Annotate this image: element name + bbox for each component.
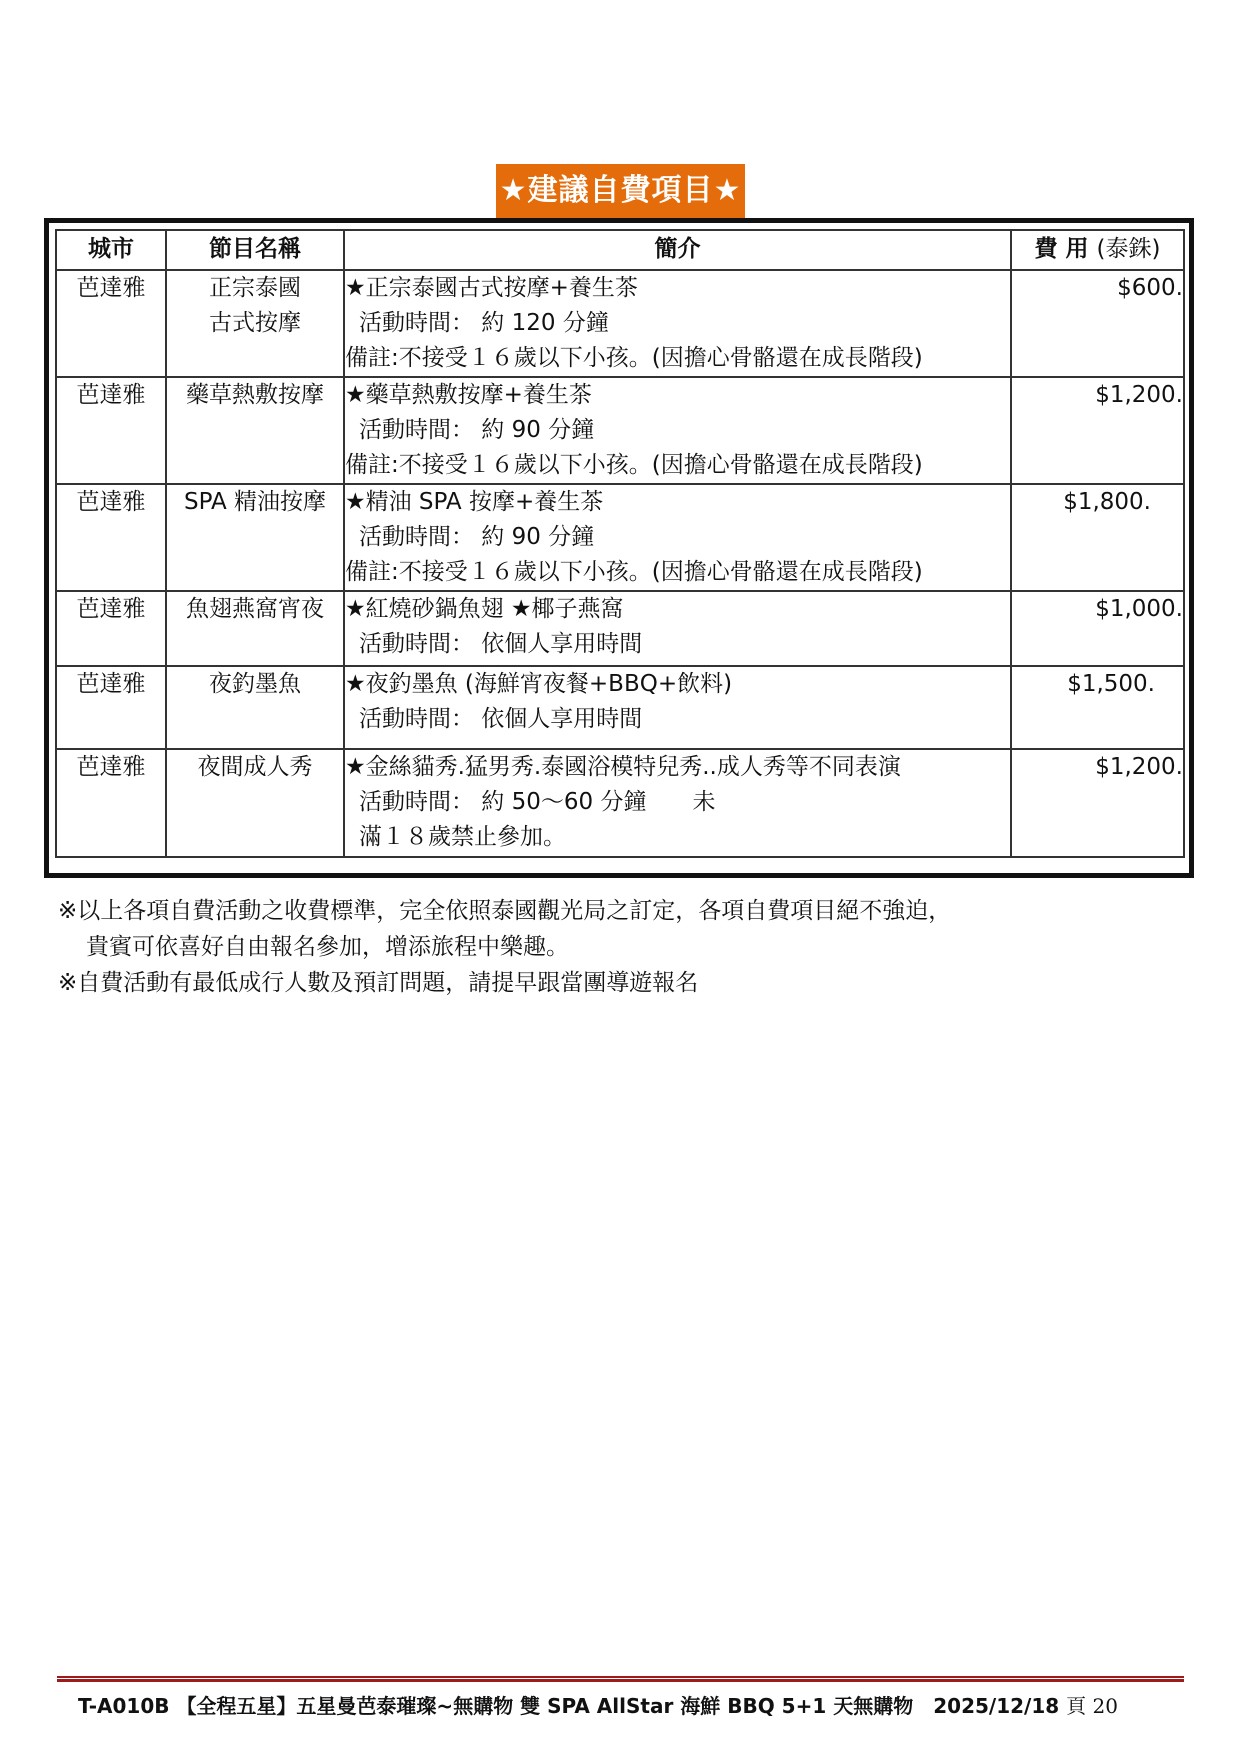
cell-description	[344, 270, 1011, 377]
cell-fee: $1,000.	[1011, 591, 1184, 666]
note-line: ※自費活動有最低成行人數及預訂問題，請提早跟當團導遊報名	[58, 970, 699, 996]
cell-city: 芭達雅	[56, 377, 166, 484]
description-line: 滿１８歲禁止參加。	[359, 824, 566, 850]
cell-program-name	[166, 484, 344, 591]
description-line: ★夜釣墨魚 (海鮮宵夜餐+BBQ+飲料)	[345, 671, 733, 697]
cell-description	[344, 666, 1011, 749]
notes-block	[58, 893, 951, 1001]
page-title: ★建議自費項目★	[496, 164, 746, 218]
program-name-line: SPA 精油按摩	[183, 489, 327, 515]
description-line: 活動時間： 約 120 分鐘	[359, 310, 609, 336]
description-line: ★紅燒砂鍋魚翅 ★椰子燕窩	[345, 596, 624, 622]
note-line: ※以上各項自費活動之收費標準，完全依照泰國觀光局之訂定，各項自費項目絕不強迫，	[58, 898, 952, 924]
description-line: 活動時間： 約 90 分鐘	[359, 417, 595, 443]
cell-fee: $1,500.	[1011, 666, 1184, 749]
cell-city: 芭達雅	[56, 591, 166, 666]
description-line: ★金絲貓秀.猛男秀.泰國浴模特兒秀..成人秀等不同表演	[345, 754, 901, 780]
description-line: ★正宗泰國古式按摩+養生茶	[345, 275, 638, 301]
cell-description	[344, 377, 1011, 484]
cell-fee: $1,200.	[1011, 377, 1184, 484]
description-line: 活動時間： 約 50～60 分鐘 未	[359, 789, 716, 815]
cell-fee: $1,800.	[1011, 484, 1184, 591]
note-line: 貴賓可依喜好自由報名參加，增添旅程中樂趣。	[86, 934, 569, 960]
cell-program-name	[166, 749, 344, 857]
cell-city: 芭達雅	[56, 749, 166, 857]
description-line: 活動時間： 依個人享用時間	[359, 706, 643, 732]
fee-table-frame	[44, 218, 1194, 878]
cell-city: 芭達雅	[56, 270, 166, 377]
description-line: 備註:不接受１６歲以下小孩。(因擔心骨骼還在成長階段)	[345, 452, 923, 478]
header-city: 城市	[56, 230, 166, 270]
page-number: 頁 20	[1066, 1694, 1118, 1718]
description-line: ★藥草熱敷按摩+養生茶	[345, 382, 592, 408]
cell-program-name	[166, 666, 344, 749]
footer-text: T-A010B 【全程五星】五星曼芭泰璀璨~無購物 雙 SPA AllStar 海鮮 BBQ 5+1 天無購物 2025/12/18	[78, 1694, 1060, 1718]
program-name-line: 夜間成人秀	[197, 754, 313, 780]
optional-tours-table	[55, 229, 1185, 858]
page-footer	[78, 1690, 1118, 1719]
cell-city: 芭達雅	[56, 666, 166, 749]
cell-fee: $600.	[1011, 270, 1184, 377]
table-row	[56, 666, 1184, 749]
program-name-line: 藥草熱敷按摩	[186, 382, 324, 408]
cell-program-name	[166, 591, 344, 666]
table-header-row	[56, 230, 1184, 270]
footer-divider	[57, 1676, 1184, 1682]
cell-program-name	[166, 377, 344, 484]
description-line: 備註:不接受１６歲以下小孩。(因擔心骨骼還在成長階段)	[345, 559, 923, 585]
header-fee-unit: (泰銖)	[1096, 236, 1161, 262]
cell-city: 芭達雅	[56, 484, 166, 591]
cell-description	[344, 484, 1011, 591]
cell-program-name	[166, 270, 344, 377]
description-line: 備註:不接受１６歲以下小孩。(因擔心骨骼還在成長階段)	[345, 345, 923, 371]
header-description: 簡介	[344, 230, 1011, 270]
table-row	[56, 591, 1184, 666]
title-container	[0, 164, 1241, 218]
description-line: ★精油 SPA 按摩+養生茶	[345, 489, 604, 515]
table-row	[56, 377, 1184, 484]
program-name-line: 夜釣墨魚	[209, 671, 301, 697]
description-line: 活動時間： 依個人享用時間	[359, 631, 643, 657]
cell-description	[344, 591, 1011, 666]
table-row	[56, 270, 1184, 377]
table-row	[56, 484, 1184, 591]
description-line: 活動時間： 約 90 分鐘	[359, 524, 595, 550]
program-name-line: 正宗泰國	[209, 275, 301, 301]
header-fee-label: 費 用	[1034, 236, 1089, 262]
program-name-line: 古式按摩	[209, 310, 301, 336]
cell-fee: $1,200.	[1011, 749, 1184, 857]
header-fee	[1011, 230, 1184, 270]
cell-description	[344, 749, 1011, 857]
header-program-name: 節目名稱	[166, 230, 344, 270]
program-name-line: 魚翅燕窩宵夜	[186, 596, 324, 622]
table-row	[56, 749, 1184, 857]
